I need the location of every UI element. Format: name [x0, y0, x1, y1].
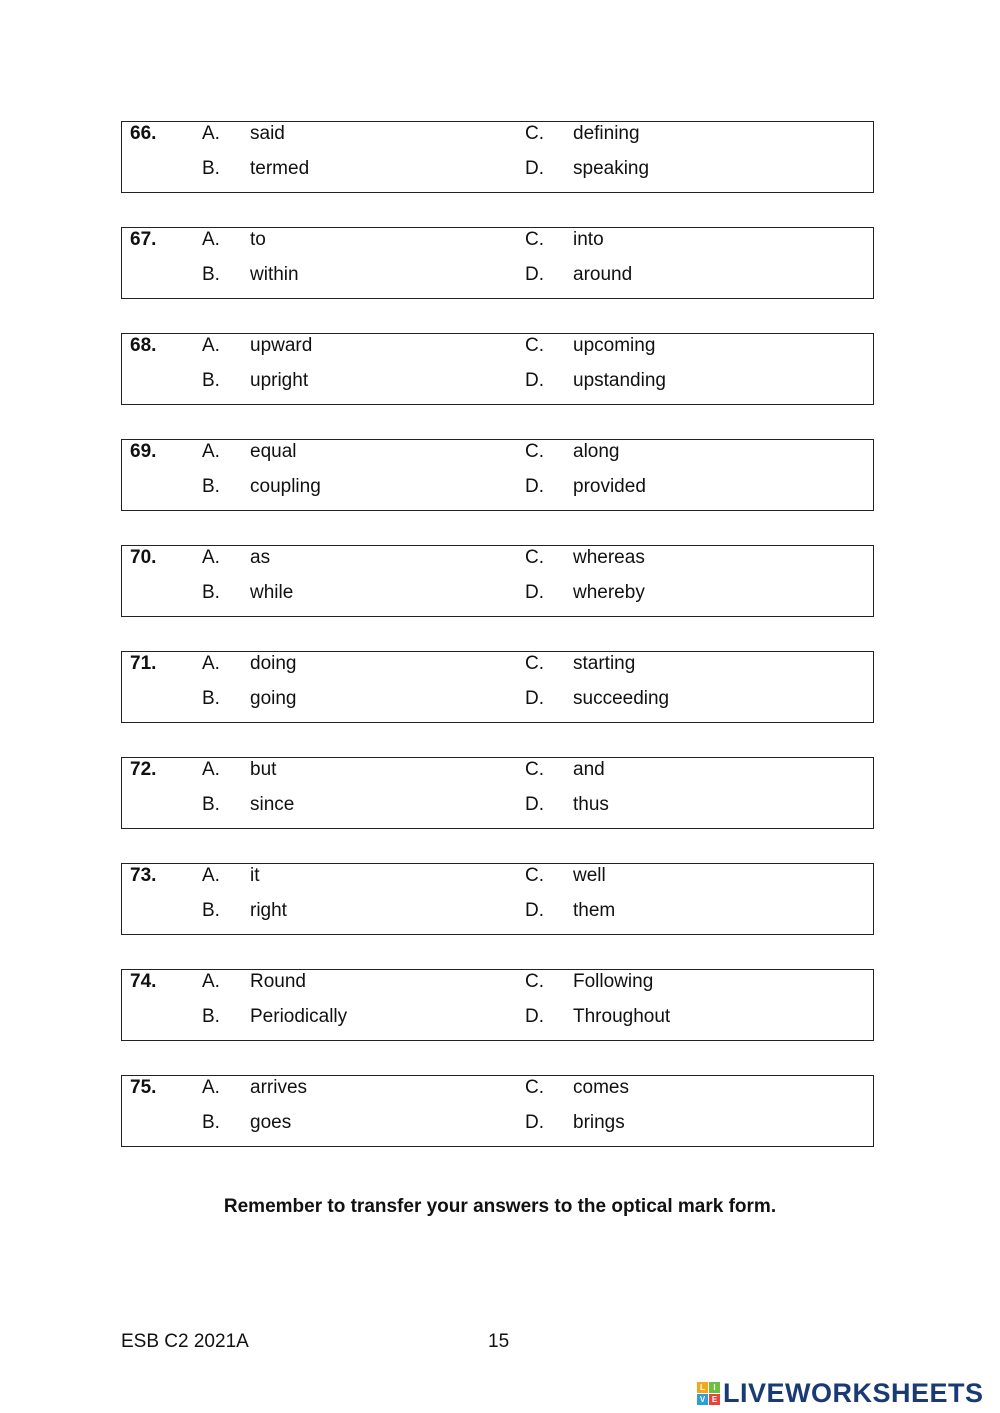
option-text: upstanding: [573, 370, 666, 391]
answer-option[interactable]: [202, 794, 522, 818]
answer-option[interactable]: [202, 971, 522, 995]
option-letter: B.: [202, 1112, 220, 1133]
answer-option[interactable]: [202, 759, 522, 783]
option-text: upward: [250, 335, 313, 356]
option-letter: C.: [525, 335, 544, 356]
option-letter: C.: [525, 759, 544, 780]
answer-option[interactable]: [202, 582, 522, 606]
option-letter: C.: [525, 229, 544, 250]
option-letter: C.: [525, 123, 544, 144]
logo-letter: I: [709, 1382, 720, 1393]
option-text: it: [250, 865, 260, 886]
answer-option[interactable]: [525, 971, 845, 995]
answer-option[interactable]: [525, 229, 845, 253]
question-number: 75.: [130, 1077, 157, 1098]
answer-option[interactable]: [202, 688, 522, 712]
option-text: whereas: [573, 547, 645, 568]
answer-option[interactable]: [525, 865, 845, 889]
answer-option[interactable]: [202, 1077, 522, 1101]
option-text: going: [250, 688, 297, 709]
answer-option[interactable]: [525, 653, 845, 677]
option-text: coupling: [250, 476, 321, 497]
answer-option[interactable]: [525, 759, 845, 783]
option-text: goes: [250, 1112, 292, 1133]
option-letter: C.: [525, 547, 544, 568]
option-letter: B.: [202, 370, 220, 391]
answer-option[interactable]: [202, 441, 522, 465]
answer-option[interactable]: [525, 794, 845, 818]
option-letter: A.: [202, 1077, 220, 1098]
answer-option[interactable]: [525, 335, 845, 359]
option-text: within: [250, 264, 299, 285]
option-text: arrives: [250, 1077, 308, 1098]
question-box: [121, 545, 874, 617]
option-text: Round: [250, 971, 306, 992]
answer-option[interactable]: [202, 1112, 522, 1136]
answer-option[interactable]: [525, 547, 845, 571]
logo-letter: L: [697, 1382, 708, 1393]
option-letter: A.: [202, 229, 220, 250]
question-number: 74.: [130, 971, 157, 992]
question-number: 71.: [130, 653, 157, 674]
question-list: [121, 121, 874, 1181]
option-letter: D.: [525, 794, 544, 815]
answer-option[interactable]: [202, 900, 522, 924]
option-letter: D.: [525, 900, 544, 921]
question-number: 68.: [130, 335, 157, 356]
question-box: [121, 333, 874, 405]
liveworksheets-logo-icon: [697, 1382, 720, 1405]
answer-option[interactable]: [202, 264, 522, 288]
answer-option[interactable]: [202, 476, 522, 500]
question-number: 73.: [130, 865, 157, 886]
option-letter: A.: [202, 971, 220, 992]
option-letter: A.: [202, 653, 220, 674]
answer-option[interactable]: [525, 582, 845, 606]
option-text: speaking: [573, 158, 650, 179]
answer-option[interactable]: [525, 264, 845, 288]
option-text: said: [250, 123, 285, 144]
option-text: to: [250, 229, 266, 250]
option-letter: D.: [525, 264, 544, 285]
option-text: upright: [250, 370, 309, 391]
question-number: 66.: [130, 123, 157, 144]
answer-option[interactable]: [202, 158, 522, 182]
answer-option[interactable]: [525, 441, 845, 465]
logo-letter: V: [697, 1394, 708, 1405]
option-text: while: [250, 582, 294, 603]
question-box: [121, 651, 874, 723]
logo-letter: E: [709, 1394, 720, 1405]
option-text: but: [250, 759, 277, 780]
option-text: into: [573, 229, 604, 250]
answer-option[interactable]: [202, 370, 522, 394]
option-text: since: [250, 794, 295, 815]
option-letter: B.: [202, 794, 220, 815]
answer-option[interactable]: [525, 370, 845, 394]
question-box: [121, 863, 874, 935]
answer-option[interactable]: [525, 476, 845, 500]
option-letter: C.: [525, 865, 544, 886]
option-letter: A.: [202, 123, 220, 144]
reminder-text: Remember to transfer your answers to the optical mark form.: [223, 1196, 777, 1217]
option-text: starting: [573, 653, 636, 674]
option-text: succeeding: [573, 688, 670, 709]
option-text: as: [250, 547, 271, 568]
option-letter: C.: [525, 971, 544, 992]
answer-option[interactable]: [525, 1006, 845, 1030]
option-letter: D.: [525, 1006, 544, 1027]
option-text: Following: [573, 971, 654, 992]
option-letter: D.: [525, 370, 544, 391]
option-letter: B.: [202, 476, 220, 497]
answer-option[interactable]: [525, 123, 845, 147]
option-text: and: [573, 759, 605, 780]
option-text: thus: [573, 794, 609, 815]
option-letter: B.: [202, 582, 220, 603]
option-letter: B.: [202, 900, 220, 921]
option-text: comes: [573, 1077, 629, 1098]
answer-option[interactable]: [525, 688, 845, 712]
option-letter: D.: [525, 582, 544, 603]
footer-exam-code: ESB C2 2021A: [121, 1331, 249, 1352]
option-letter: B.: [202, 1006, 220, 1027]
option-letter: A.: [202, 759, 220, 780]
option-letter: D.: [525, 1112, 544, 1133]
answer-option[interactable]: [525, 900, 845, 924]
answer-option[interactable]: [202, 653, 522, 677]
question-number: 72.: [130, 759, 157, 780]
option-text: along: [573, 441, 620, 462]
answer-option[interactable]: [202, 865, 522, 889]
answer-option[interactable]: [202, 335, 522, 359]
option-text: them: [573, 900, 616, 921]
option-text: right: [250, 900, 287, 921]
answer-option[interactable]: [202, 547, 522, 571]
answer-option[interactable]: [525, 158, 845, 182]
question-box: [121, 1075, 874, 1147]
answer-option[interactable]: [202, 229, 522, 253]
option-text: Periodically: [250, 1006, 348, 1027]
option-text: well: [573, 865, 606, 886]
option-letter: C.: [525, 1077, 544, 1098]
option-letter: A.: [202, 335, 220, 356]
question-number: 67.: [130, 229, 157, 250]
option-text: equal: [250, 441, 297, 462]
question-number: 69.: [130, 441, 157, 462]
option-letter: C.: [525, 653, 544, 674]
option-text: Throughout: [573, 1006, 671, 1027]
question-box: [121, 439, 874, 511]
option-text: upcoming: [573, 335, 656, 356]
option-letter: A.: [202, 441, 220, 462]
page-number: 15: [488, 1331, 510, 1352]
option-letter: C.: [525, 441, 544, 462]
answer-option[interactable]: [525, 1077, 845, 1101]
answer-option[interactable]: [525, 1112, 845, 1136]
option-text: brings: [573, 1112, 625, 1133]
brand-name: LIVEWORKSHEETS: [723, 1377, 984, 1408]
option-text: whereby: [573, 582, 645, 603]
question-number: 70.: [130, 547, 157, 568]
answer-option[interactable]: [202, 123, 522, 147]
option-text: defining: [573, 123, 640, 144]
liveworksheets-logo[interactable]: [697, 1377, 984, 1409]
option-text: provided: [573, 476, 646, 497]
question-box: [121, 757, 874, 829]
question-box: [121, 969, 874, 1041]
option-text: around: [573, 264, 633, 285]
option-letter: D.: [525, 158, 544, 179]
option-letter: A.: [202, 865, 220, 886]
option-letter: B.: [202, 158, 220, 179]
question-box: [121, 121, 874, 193]
option-letter: B.: [202, 688, 220, 709]
option-letter: D.: [525, 476, 544, 497]
question-box: [121, 227, 874, 299]
option-letter: A.: [202, 547, 220, 568]
option-letter: D.: [525, 688, 544, 709]
answer-option[interactable]: [202, 1006, 522, 1030]
option-text: termed: [250, 158, 310, 179]
option-text: doing: [250, 653, 297, 674]
option-letter: B.: [202, 264, 220, 285]
